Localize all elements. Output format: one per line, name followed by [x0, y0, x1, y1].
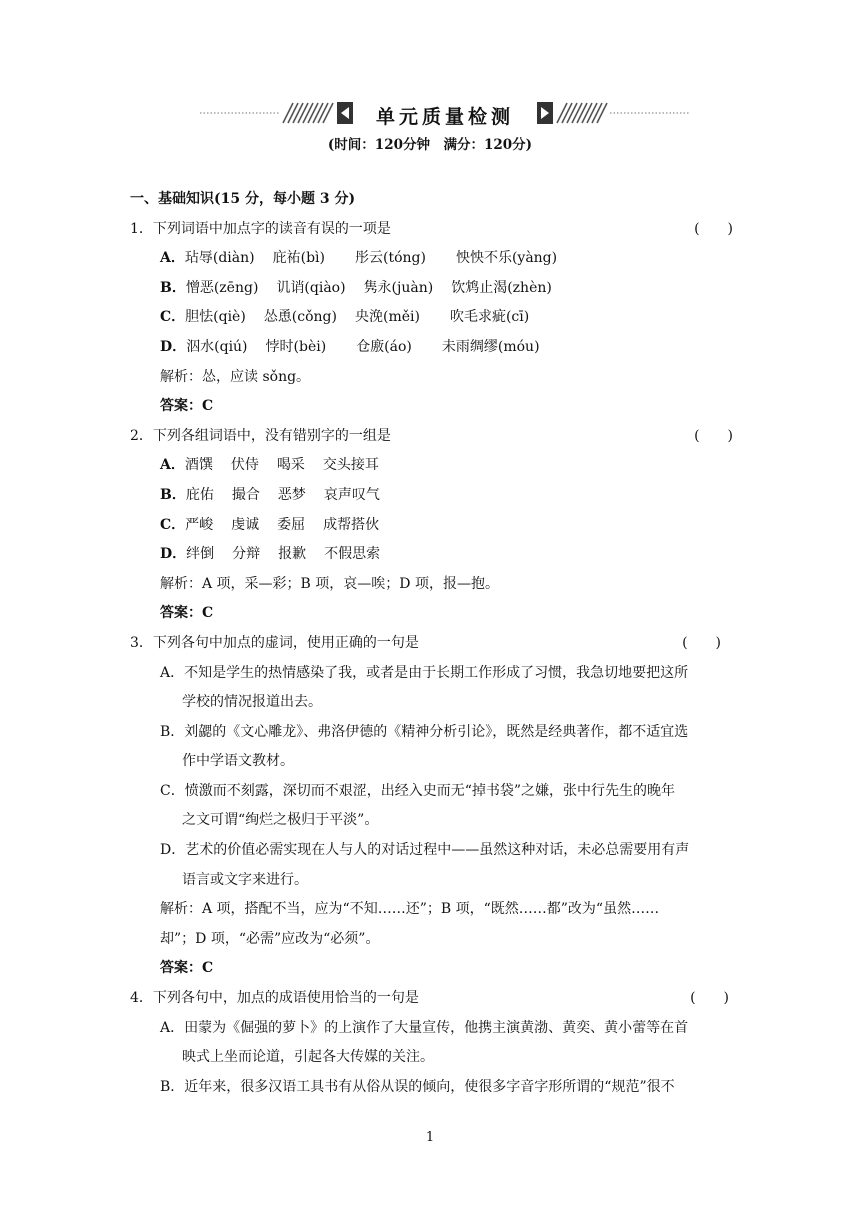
analysis: 解析：A 项，搭配不当，应为“不知……还”；B 项，“既然……都”改为“虽然……: [160, 901, 660, 918]
option-d: D．绊倒 分辩 报歉 不假思索: [160, 546, 381, 563]
option-a: A．田蒙为《倔强的萝卜》的上演作了大量宣传，他携主演黄渤、黄奕、黄小蕾等在首: [160, 1019, 689, 1036]
option-d: D．艺术的价值必需实现在人与人的对话过程中——虽然这种对话，未必总需要用有声: [160, 842, 690, 859]
question-stem: 2．下列各组词语中，没有错别字的一组是: [130, 427, 391, 444]
answer-blank: ( ): [694, 427, 733, 444]
option-c: C．严峻 虔诚 委屈 成帮搭伙: [160, 516, 380, 533]
question-stem: 4．下列各句中，加点的成语使用恰当的一句是: [130, 990, 419, 1007]
exam-content: [130, 185, 735, 1102]
question-stem: 1．下列词语中加点字的读音有误的一项是: [130, 220, 391, 237]
answer: 答案：C: [160, 960, 214, 977]
question-1: [130, 215, 735, 245]
question-3: [130, 629, 735, 659]
page-number: 1: [425, 1130, 435, 1145]
answer: 答案：C: [160, 605, 214, 622]
answer-blank: ( ): [694, 220, 733, 237]
question-2: [130, 422, 735, 452]
answer-blank: ( ): [682, 634, 721, 651]
question-stem: 3．下列各句中加点的虚词，使用正确的一句是: [130, 634, 419, 651]
option-b: B．刘勰的《文心雕龙》、弗洛伊德的《精神分析引论》，既然是经典著作，都不适宜选: [160, 723, 689, 740]
option-b: B．近年来，很多汉语工具书有从俗从误的倾向，使很多字音字形所谓的“规范”很不: [160, 1078, 675, 1095]
analysis: 解析：A 项，采—彩；B 项，哀—唉；D 项，报—抱。: [160, 575, 499, 592]
option-d-continued: 语言或文字来进行。: [182, 871, 308, 888]
option-a-continued: 学校的情况报道出去。: [182, 694, 322, 711]
answer: 答案：C: [160, 398, 214, 415]
option-a-continued: 映式上坐而论道，引起各大传媒的关注。: [182, 1049, 434, 1066]
option-c-continued: 之文可谓“绚烂之极归于平淡”。: [182, 812, 379, 829]
option-a: A．酒馔 伏侍 喝采 交头接耳: [160, 457, 379, 474]
question-4: [130, 984, 735, 1014]
option-c: C．胆怯(qiè) 怂恿(cǒng) 央浼(měi) 吹毛求疵(cī): [160, 309, 530, 326]
option-b: B．庇佑 撮合 恶梦 哀声叹气: [160, 486, 380, 503]
option-a: A．不知是学生的热情感染了我，或者是由于长期工作形成了习惯，我急切地要把这所: [160, 664, 689, 681]
analysis: 解析：怂，应读 sǒng。: [160, 368, 311, 385]
option-d: D．泅水(qiú) 悖时(bèi) 仓廒(áo) 未雨绸缪(móu): [160, 338, 540, 355]
option-a: A．玷辱(diàn) 庇祐(bì) 彤云(tóng) 怏怏不乐(yàng): [160, 250, 558, 267]
page-title: 单元质量检测: [375, 106, 514, 128]
option-b: B．憎恶(zēng) 讥诮(qiào) 隽永(juàn) 饮鸩止渴(zhèn): [160, 279, 552, 296]
option-c: C．愤激而不刻露，深切而不艰涩，出经入史而无“掉书袋”之嫌，张中行先生的晚年: [160, 782, 676, 799]
section-heading: 一、基础知识(15 分，每小题 3 分): [130, 191, 356, 207]
unit-test-banner: [195, 98, 695, 128]
analysis-continued: 却”；D 项，“必需”应改为“必须”。: [160, 930, 380, 947]
exam-time-score: (时间：120分钟 满分：120分): [327, 137, 533, 153]
option-b-continued: 作中学语文教材。: [182, 753, 294, 770]
answer-blank: ( ): [690, 990, 729, 1007]
